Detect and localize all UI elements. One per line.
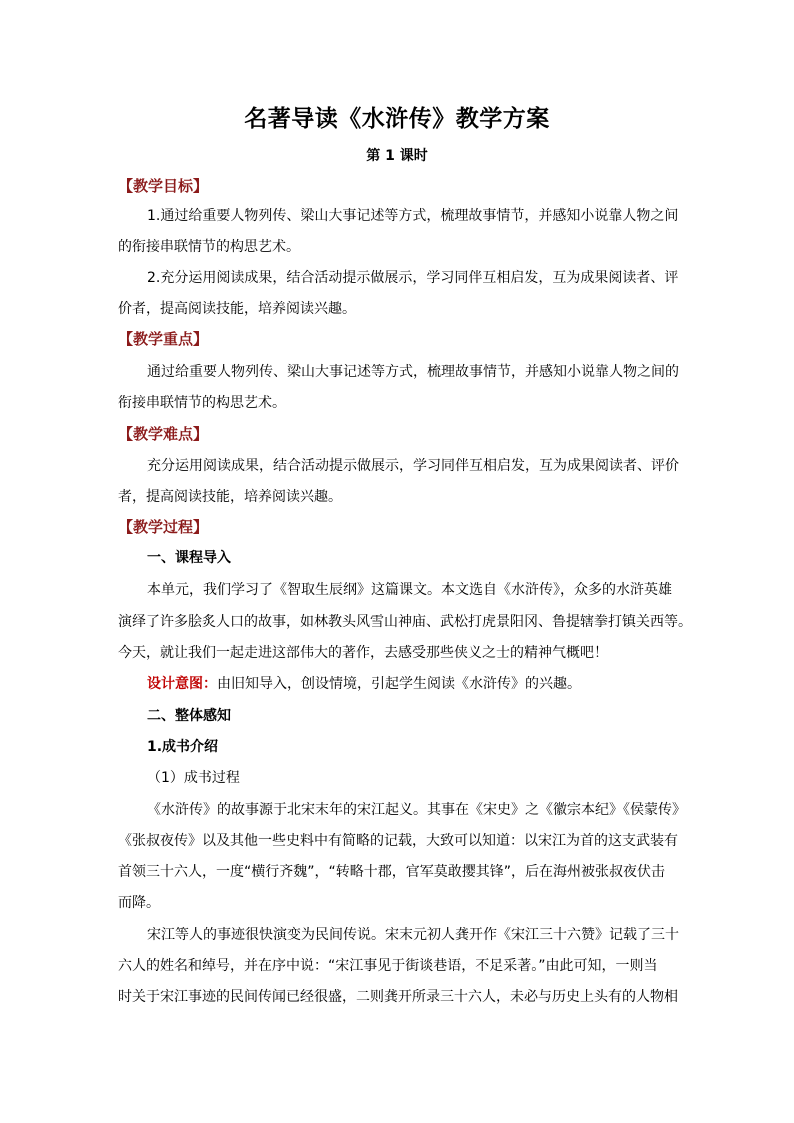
para-a-line-1: 《水浒传》的故事源于北宋末年的宋江起义。其事在《宋史》之《徽宗本纪》《侯蒙传》 <box>147 802 686 818</box>
para-b-line-2: 六人的姓名和绰号，并在序中说：“宋江事见于街谈巷语，不足采著。”由此可知，一则当 <box>118 958 658 974</box>
part-2-heading: 二、整体感知 <box>147 708 231 724</box>
page-title: 名著导读《水浒传》教学方案 <box>244 105 550 132</box>
goal-1-line-1: 1.通过给重要人物列传、梁山大事记述等方式，梳理故事情节，并感知小说靠人物之间 <box>147 208 679 224</box>
design-intent-text: 由旧知导入，创设情境，引起学生阅读《水浒传》的兴趣。 <box>217 676 581 692</box>
difficulty-line-1: 充分运用阅读成果，结合活动提示做展示，学习同伴互相启发，互为成果阅读者、评价 <box>147 458 679 474</box>
para-a-line-4: 而降。 <box>118 895 160 911</box>
part-1-para-line-2: 演绎了许多脍炙人口的故事，如林教头风雪山神庙、武松打虎景阳冈、鲁提辖拳打镇关西等。 <box>118 614 692 630</box>
para-a-line-3: 首领三十六人，一度“横行齐魏”，“转略十郡，官军莫敢撄其锋”，后在海州被张叔夜伏击 <box>118 864 666 880</box>
sub-1-heading: 1.成书介绍 <box>147 739 219 755</box>
part-1-para-line-3: 今天，就让我们一起走进这部伟大的著作，去感受那些侠义之士的精神气概吧！ <box>118 645 608 661</box>
part-1-para-line-1: 本单元，我们学习了《智取生辰纲》这篇课文。本文选自《水浒传》，众多的水浒英雄 <box>147 582 672 598</box>
goal-1-line-2: 的衔接串联情节的构思艺术。 <box>118 239 300 255</box>
design-intent <box>147 674 581 694</box>
goal-2-line-1: 2.充分运用阅读成果，结合活动提示做展示，学习同伴互相启发，互为成果阅读者、评 <box>147 270 679 286</box>
para-b-line-1: 宋江等人的事迹很快演变为民间传说。宋末元初人龚开作《宋江三十六赞》记载了三十 <box>147 927 679 943</box>
part-1-heading: 一、课程导入 <box>147 550 231 566</box>
goal-2-line-2: 价者，提高阅读技能，培养阅读兴趣。 <box>118 301 356 317</box>
goals-heading: 【教学目标】 <box>118 177 209 195</box>
sub-1-item: （1）成书过程 <box>147 770 240 786</box>
difficulty-line-2: 者，提高阅读技能，培养阅读兴趣。 <box>118 489 342 505</box>
difficulty-heading: 【教学难点】 <box>118 425 209 443</box>
process-heading: 【教学过程】 <box>118 518 209 536</box>
design-intent-label: 设计意图： <box>147 676 217 692</box>
lesson-number: 第 1 课时 <box>366 148 428 164</box>
para-b-line-3: 时关于宋江事迹的民间传闻已经很盛，二则龚开所录三十六人，未必与历史上头有的人物相 <box>118 989 678 1005</box>
key-line-2: 衔接串联情节的构思艺术。 <box>118 395 286 411</box>
key-heading: 【教学重点】 <box>118 330 209 348</box>
para-a-line-2: 《张叔夜传》以及其他一些史料中有简略的记载，大致可以知道：以宋江为首的这支武装有 <box>118 833 678 849</box>
key-line-1: 通过给重要人物列传、梁山大事记述等方式，梳理故事情节，并感知小说靠人物之间的 <box>147 364 679 380</box>
